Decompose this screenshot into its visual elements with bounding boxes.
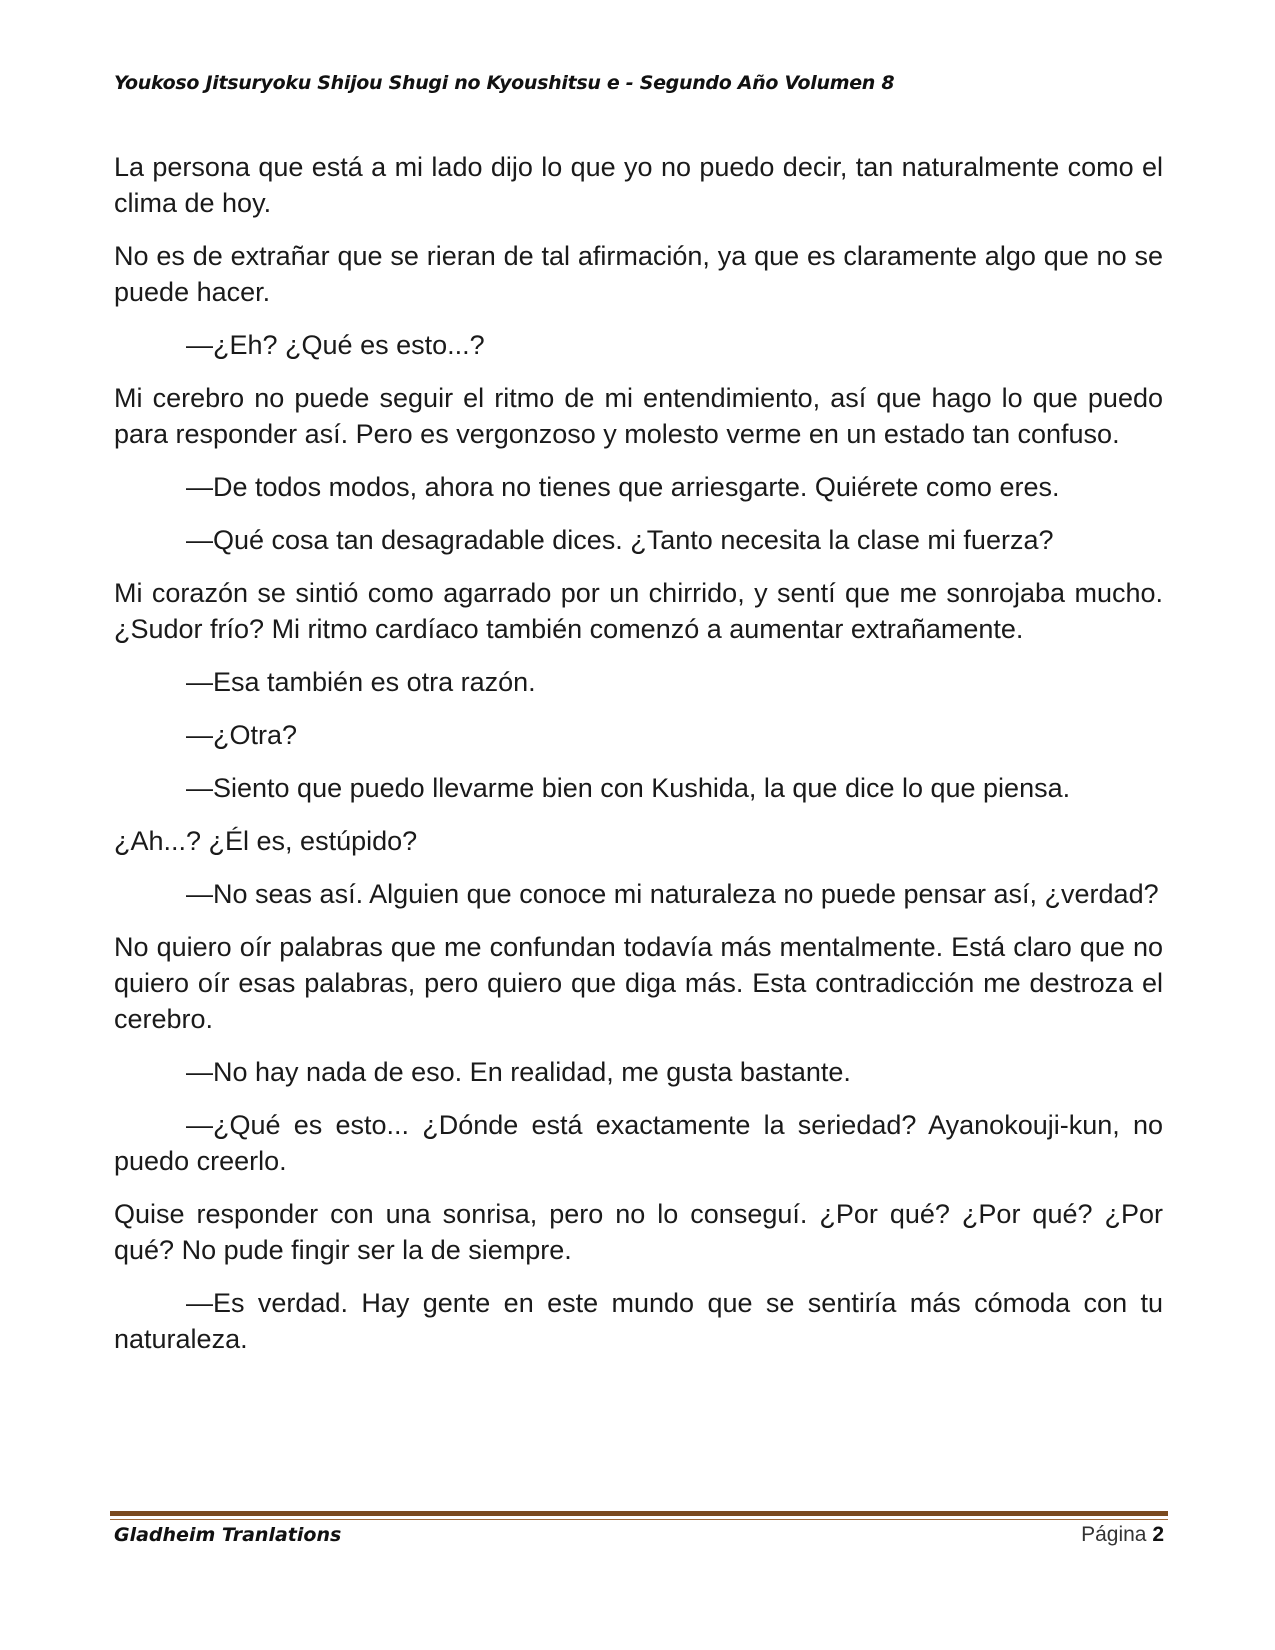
- page-number: [1081, 1523, 1164, 1547]
- paragraph: Quise responder con una sonrisa, pero no lo conseguí. ¿Por qué? ¿Por qué? ¿Por qué? No pude fingir ser la de siempre.: [114, 1199, 1163, 1265]
- footer-rule-thin: [110, 1519, 1168, 1520]
- footer-rule: [110, 1511, 1168, 1516]
- running-header: Youkoso Jitsuryoku Shijou Shugi no Kyoushitsu e - Segundo Año Volumen 8: [114, 72, 895, 94]
- dialogue-line: —Qué cosa tan desagradable dices. ¿Tanto necesita la clase mi fuerza?: [186, 525, 1054, 555]
- dialogue-line: —No hay nada de eso. En realidad, me gusta bastante.: [186, 1057, 851, 1087]
- paragraph: La persona que está a mi lado dijo lo que yo no puedo decir, tan naturalmente como el clima de hoy.: [114, 152, 1163, 218]
- dialogue-line: —¿Eh? ¿Qué es esto...?: [186, 330, 485, 360]
- dialogue-line: —De todos modos, ahora no tienes que arriesgarte. Quiérete como eres.: [186, 472, 1060, 502]
- page-number-value: 2: [1152, 1523, 1164, 1546]
- dialogue-line: —¿Otra?: [186, 720, 298, 750]
- dialogue-line: —¿Qué es esto... ¿Dónde está exactamente la seriedad? Ayanokouji-kun, no puedo creerlo.: [114, 1110, 1163, 1176]
- dialogue-line: —Es verdad. Hay gente en este mundo que se sentiría más cómoda con tu naturaleza.: [114, 1288, 1163, 1354]
- dialogue-line: —Esa también es otra razón.: [186, 667, 536, 697]
- paragraph: Mi corazón se sintió como agarrado por un chirrido, y sentí que me sonrojaba mucho. ¿Sudor frío? Mi ritmo cardíaco también comenzó a aumentar extrañamente.: [114, 578, 1163, 644]
- dialogue-line: —No seas así. Alguien que conoce mi naturaleza no puede pensar así, ¿verdad?: [186, 879, 1159, 909]
- footer-credit: Gladheim Tranlations: [114, 1524, 342, 1546]
- paragraph: No quiero oír palabras que me confundan todavía más mentalmente. Está claro que no quiero oír esas palabras, pero quiero que diga más. Esta contradicción me destroza el cerebro.: [114, 932, 1163, 1034]
- paragraph: No es de extrañar que se rieran de tal afirmación, ya que es claramente algo que no se puede hacer.: [114, 241, 1163, 307]
- page-label: Página: [1081, 1523, 1147, 1546]
- page-body: [114, 149, 1163, 1374]
- dialogue-line: —Siento que puedo llevarme bien con Kushida, la que dice lo que piensa.: [186, 773, 1071, 803]
- paragraph: Mi cerebro no puede seguir el ritmo de mi entendimiento, así que hago lo que puedo para responder así. Pero es vergonzoso y molesto verme en un estado tan confuso.: [114, 383, 1163, 449]
- paragraph: ¿Ah...? ¿Él es, estúpido?: [114, 826, 418, 856]
